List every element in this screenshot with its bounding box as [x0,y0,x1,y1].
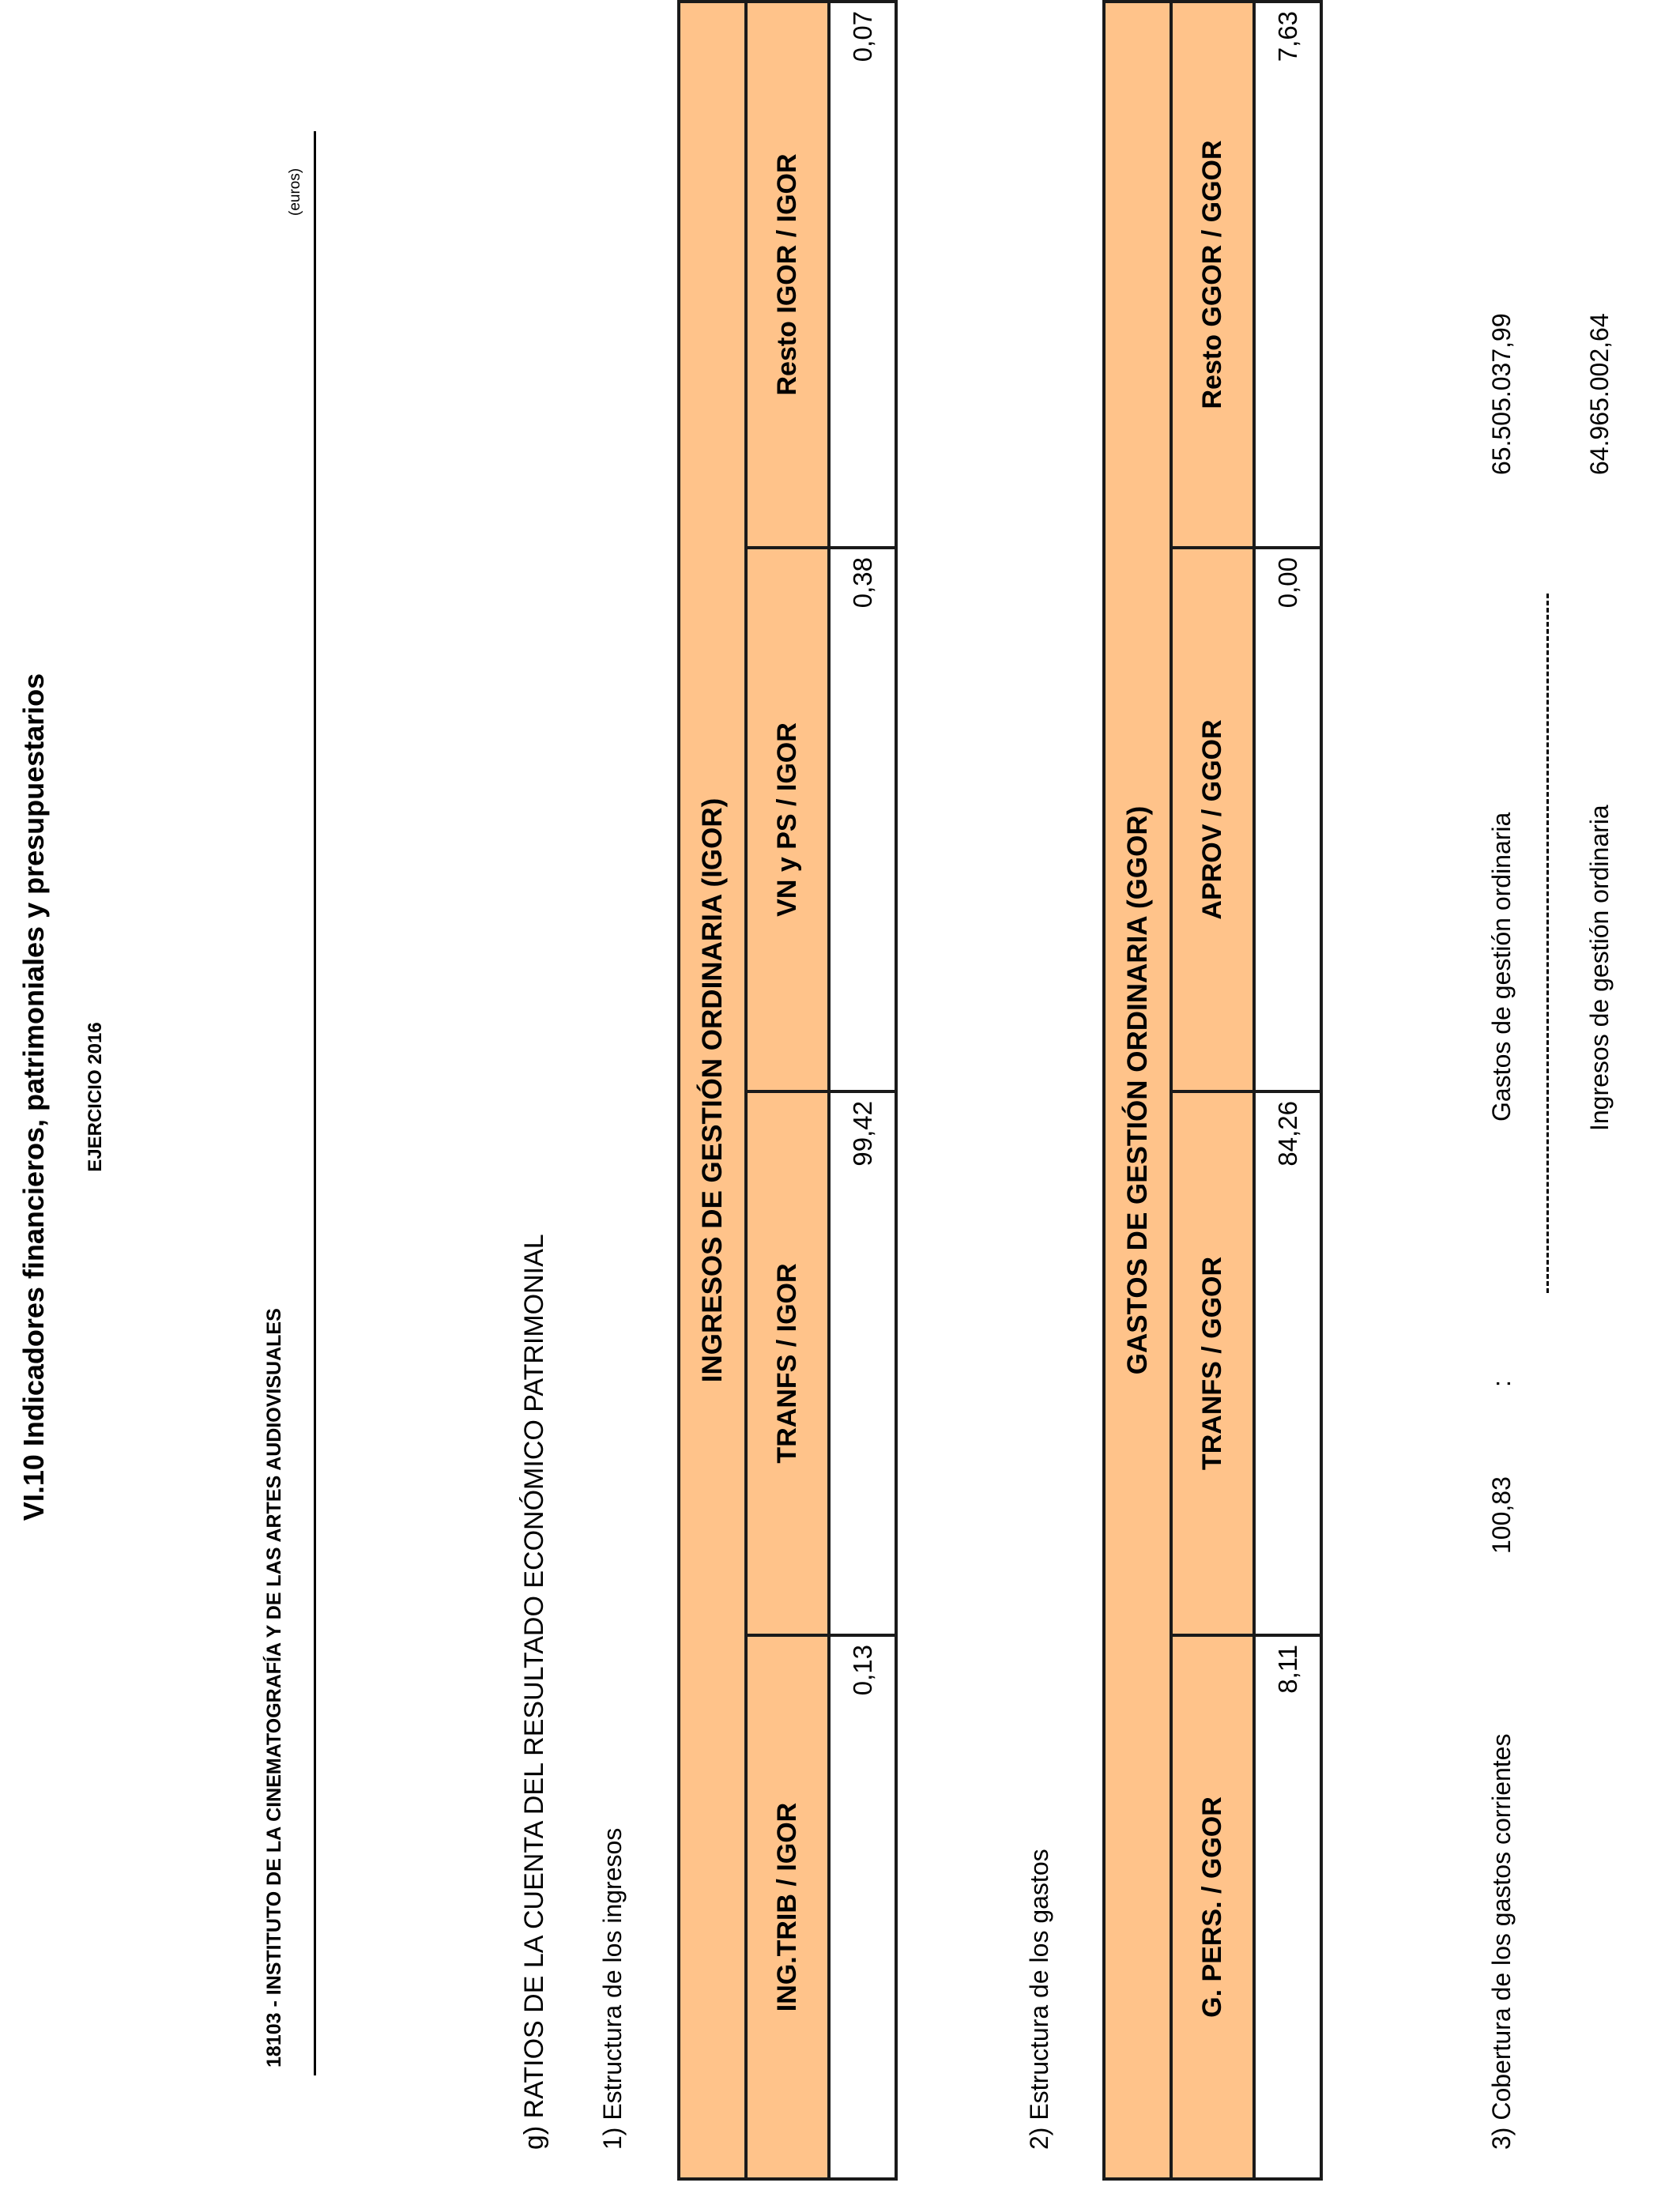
column-header: TRANFS / IGOR [746,1091,829,1635]
expense-group-header: GASTOS DE GESTIÓN ORDINARIA (GGOR) [1104,2,1171,2179]
column-header: Resto IGOR / IGOR [746,2,829,548]
income-ratio-table [677,0,898,2181]
coverage-separator: : [1487,1380,1516,1387]
income-group-header: INGRESOS DE GESTIÓN ORDINARIA (IGOR) [679,2,746,2179]
coverage-ratio-value: 100,83 [1487,1476,1516,1554]
exercise-label: EJERCICIO 2016 [85,1022,106,1172]
expense-ratio-table [1102,0,1323,2181]
column-header: APROV / GGOR [1171,548,1254,1091]
denominator-value: 64.965.002,64 [1585,313,1614,475]
report-title: VI.10 Indicadores financieros, patrimoniales y presupuestarios [17,673,50,1521]
column-header: G. PERS. / GGOR [1171,1635,1254,2179]
numerator-label: Gastos de gestión ordinaria [1487,812,1516,1122]
coverage-heading: 3) Cobertura de los gastos corrientes [1487,1733,1516,2150]
header-rule [314,131,316,2075]
column-header: Resto GGOR / GGOR [1171,2,1254,548]
ratio-value: 84,26 [1254,1091,1321,1635]
ratio-value: 0,13 [829,1635,896,2179]
ratio-value: 0,00 [1254,548,1321,1091]
currency-note: (euros) [287,168,303,216]
ratio-value: 8,11 [1254,1635,1321,2179]
ratio-value: 99,42 [829,1091,896,1635]
numerator-value: 65.505.037,99 [1487,313,1516,475]
column-header: VN y PS / IGOR [746,548,829,1091]
income-structure-heading: 1) Estructura de los ingresos [598,1827,627,2150]
fraction-line [1546,594,1549,1293]
expense-structure-heading: 2) Estructura de los gastos [1025,1849,1053,2150]
column-header: ING.TRIB / IGOR [746,1635,829,2179]
ratio-value: 0,07 [829,2,896,548]
ratio-value: 7,63 [1254,2,1321,548]
denominator-label: Ingresos de gestión ordinaria [1585,805,1614,1131]
entity-name: 18103 - INSTITUTO DE LA CINEMATOGRAFÍA Y DE LAS ARTES AUDIOVISUALES [263,1308,285,2068]
ratio-value: 0,38 [829,548,896,1091]
section-g-heading: g) RATIOS DE LA CUENTA DEL RESULTADO ECONÓMICO PATRIMONIAL [519,1234,549,2150]
column-header: TRANFS / GGOR [1171,1091,1254,1635]
